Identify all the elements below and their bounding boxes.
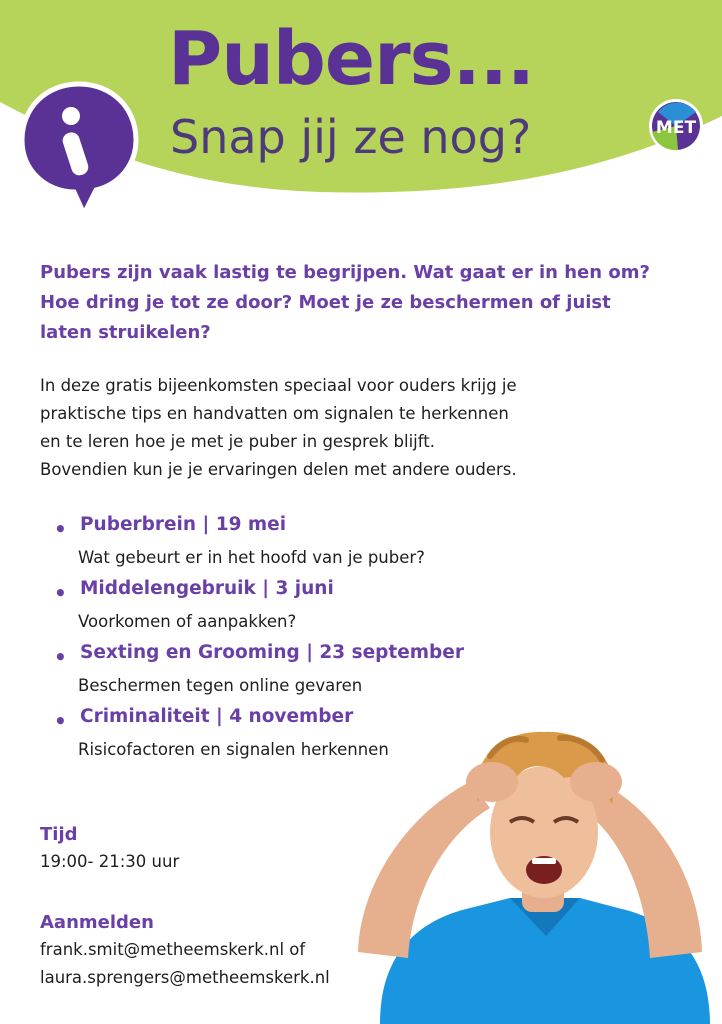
signup-email-2[interactable]: laura.sprengers@metheemskerk.nl: [40, 968, 330, 987]
body-text: [40, 372, 680, 484]
body-line: praktische tips en handvatten om signalen te herkennen: [40, 404, 509, 423]
event-title: Puberbrein | 19 mei: [80, 514, 287, 535]
event-title: Sexting en Grooming | 23 september: [80, 642, 464, 663]
intro-text: Pubers zijn vaak lastig te begrijpen. Wat gaat er in hen om? Hoe dring je tot ze door? Moet je ze beschermen of juist laten struikelen?: [40, 262, 650, 343]
time-value: 19:00- 21:30 uur: [40, 852, 180, 871]
event-description: Risicofactoren en signalen herkennen: [78, 740, 389, 759]
event-item: [54, 642, 574, 706]
event-item: [54, 578, 574, 642]
page-subtitle: Snap jij ze nog?: [170, 110, 532, 164]
bullet-icon: •: [54, 517, 67, 541]
signup-label: Aanmelden: [40, 912, 154, 933]
event-title: Criminaliteit | 4 november: [80, 706, 354, 727]
info-pin-icon: [16, 80, 142, 220]
event-item: [54, 514, 574, 578]
event-description: Wat gebeurt er in het hoofd van je puber?: [78, 548, 425, 567]
event-description: Voorkomen of aanpakken?: [78, 612, 297, 631]
bullet-icon: •: [54, 581, 67, 605]
event-title: Middelengebruik | 3 juni: [80, 578, 334, 599]
event-description: Beschermen tegen online gevaren: [78, 676, 363, 695]
bullet-icon: •: [54, 645, 67, 669]
logo-text: MET: [655, 118, 697, 138]
page-title: Pubers...: [168, 16, 534, 102]
signup-email-1[interactable]: frank.smit@metheemskerk.nl of: [40, 940, 306, 959]
body-line: Bovendien kun je je ervaringen delen met andere ouders.: [40, 460, 517, 479]
time-label: Tijd: [40, 824, 78, 845]
body-line: en te leren hoe je met je puber in gesprek blijft.: [40, 432, 435, 451]
met-logo: [648, 98, 704, 154]
bullet-icon: •: [54, 709, 67, 733]
body-line: In deze gratis bijeenkomsten speciaal voor ouders krijg je: [40, 376, 517, 395]
stressed-teen-photo: [350, 722, 722, 1024]
